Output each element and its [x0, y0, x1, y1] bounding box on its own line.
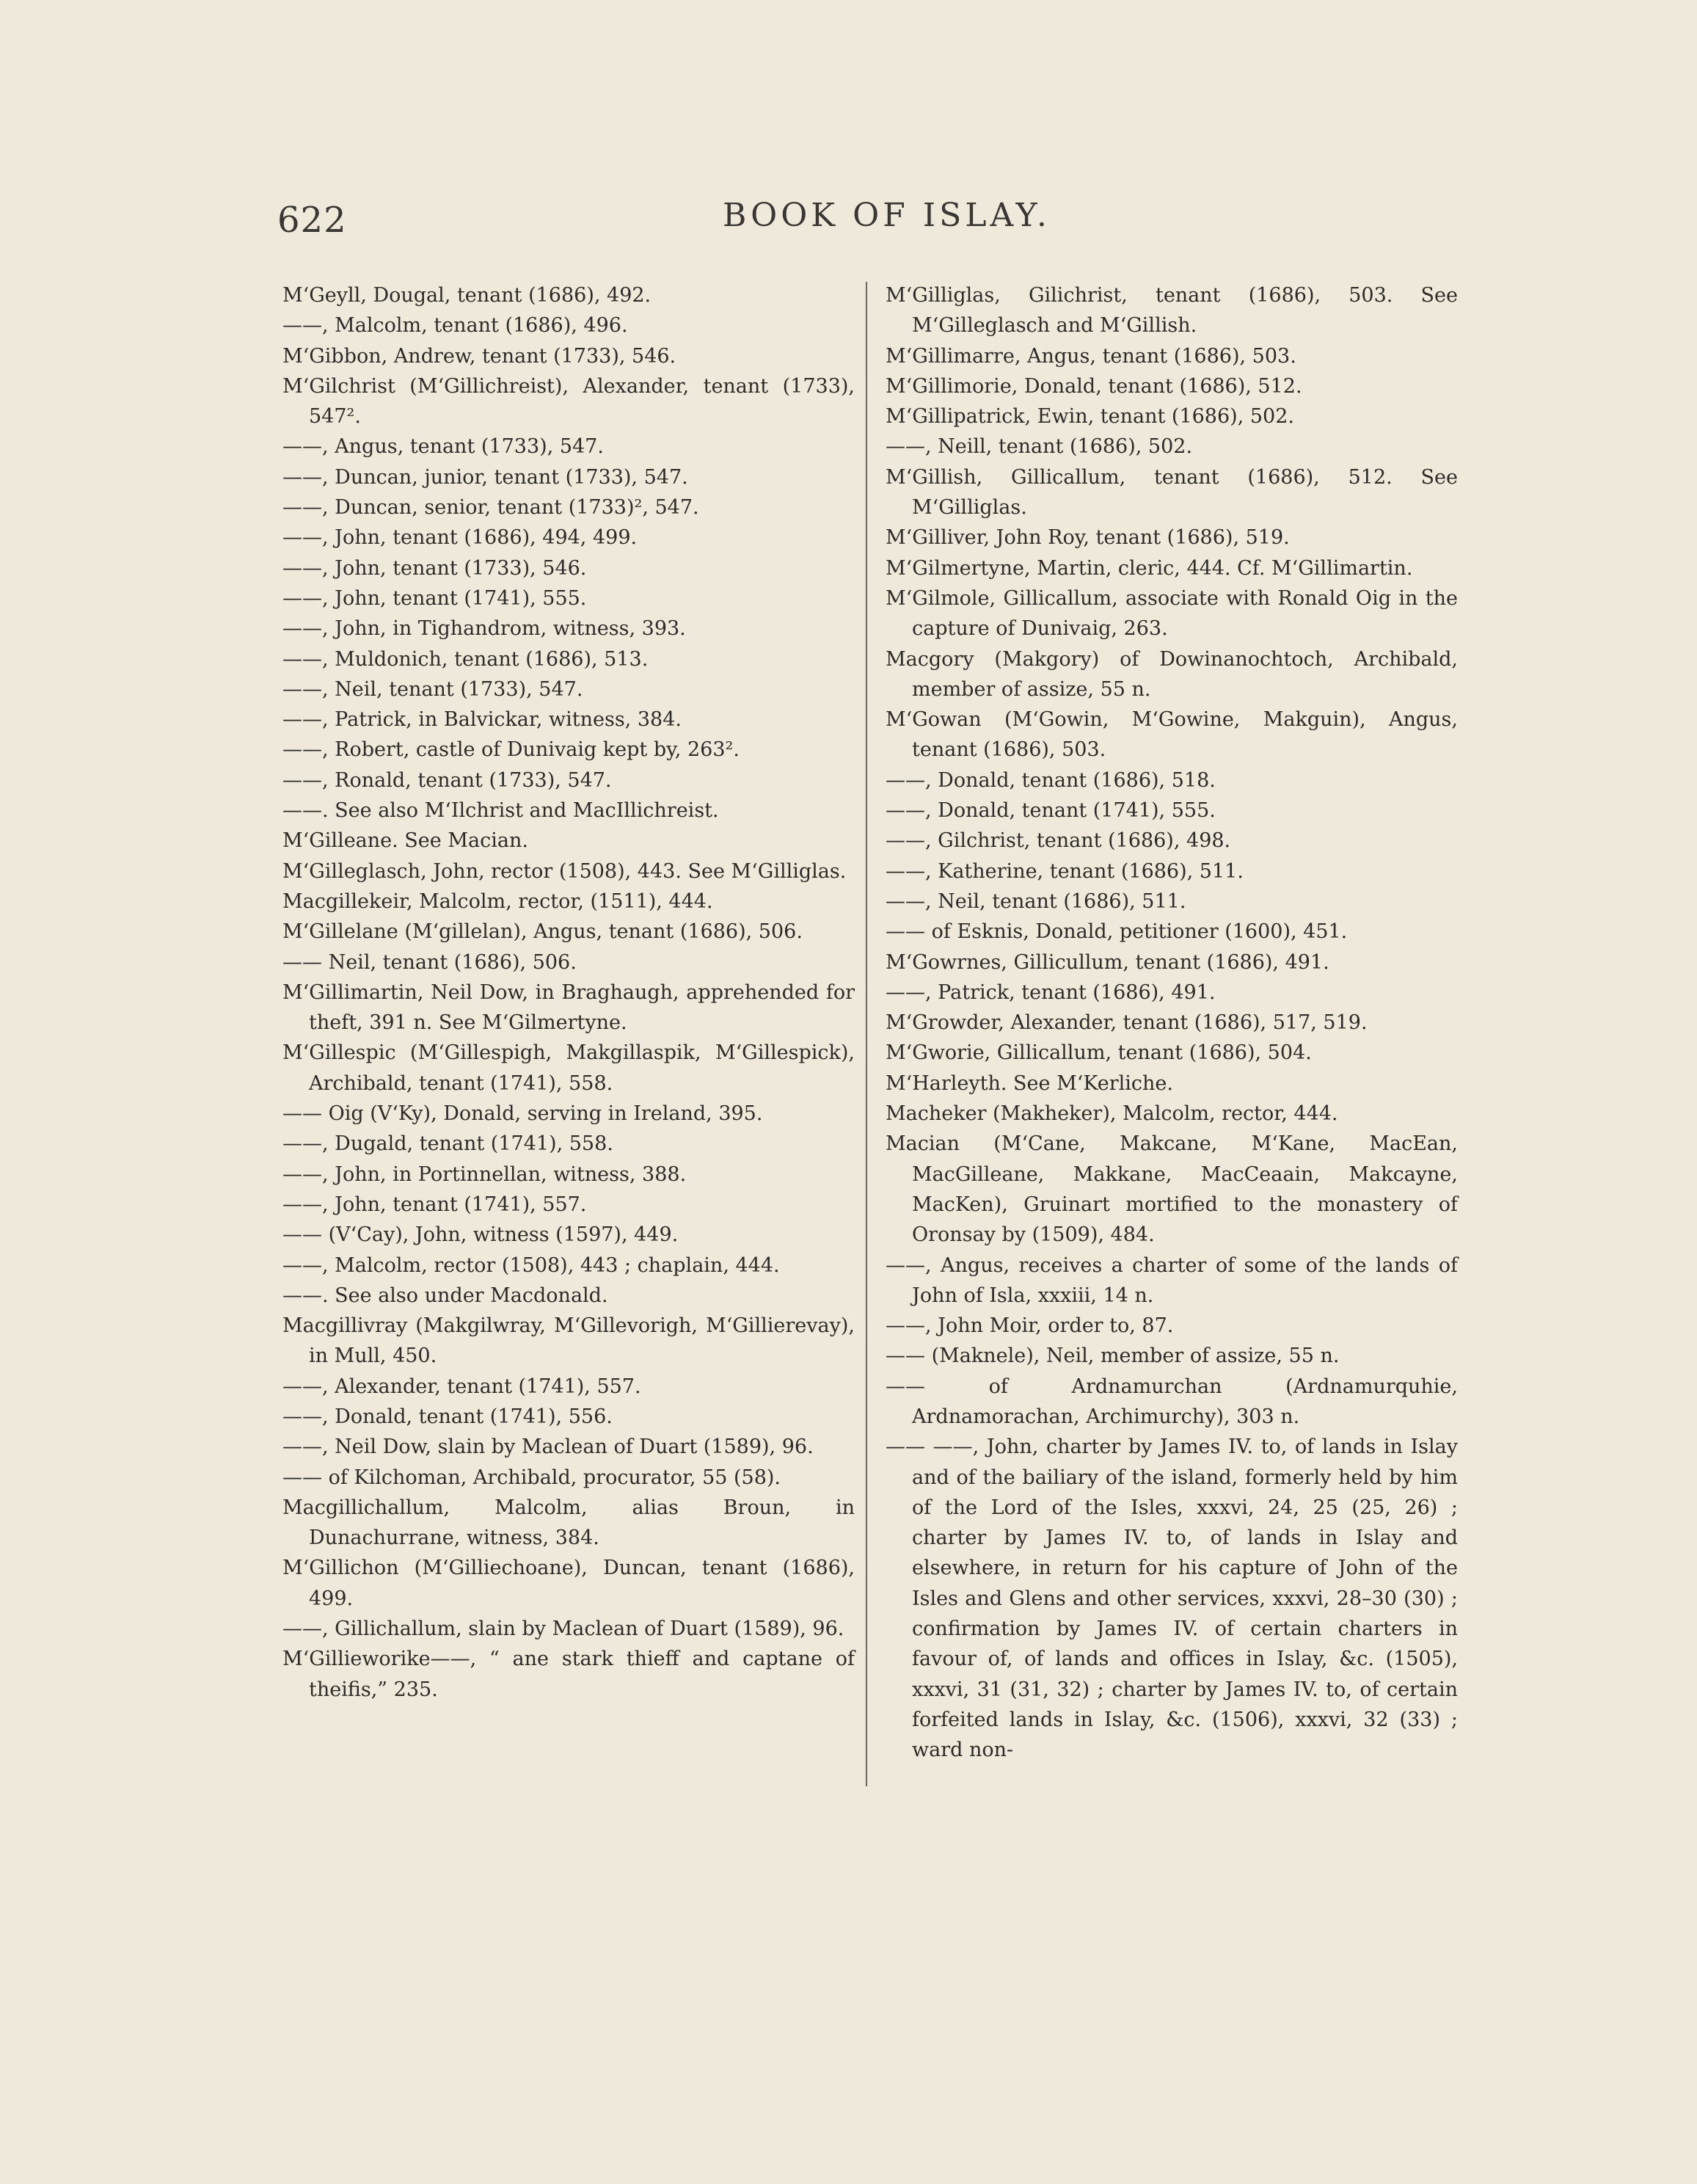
- index-entry: ——, John, tenant (1686), 494, 499.: [282, 526, 638, 550]
- index-entry: ——, John Moir, order to, 87.: [886, 1314, 1174, 1338]
- index-entry: M‘Gillish, Gillicallum, tenant (1686), 512. See M‘Gilliglas.: [886, 465, 1458, 520]
- index-entry: —— ——, John, charter by James IV. to, of lands in Islay and of the bailiary of the island, formerly held by him of the Lord of the Isles, xxxvi, 24, 25 (25, 26) ; charter by James IV. to, of lands in Islay and elsewhere, in return for his capture of John of the Isles and Glens and other services, xxxvi, 28–30 (30) ; confirmation by James IV. of certain charters in favour of, of lands and offices in Islay, &c. (1505), xxxvi, 31 (31, 32) ; charter by James IV. to, of certain forfeited lands in Islay, &c. (1506), xxxvi, 32 (33) ; ward non-: [886, 1435, 1458, 1762]
- index-entry: ——, Neill, tenant (1686), 502.: [886, 435, 1193, 459]
- index-entry: ——, Muldonich, tenant (1686), 513.: [282, 647, 649, 671]
- index-entry: ——, Alexander, tenant (1741), 557.: [282, 1375, 641, 1398]
- index-entry: M‘Gilmertyne, Martin, cleric, 444. Cf. M‘Gillimartin.: [886, 556, 1413, 580]
- index-entry: ——, Patrick, tenant (1686), 491.: [886, 980, 1216, 1004]
- index-entry: M‘Gilliglas, Gilichrist, tenant (1686), 503. See M‘Gilleglasch and M‘Gillish.: [886, 284, 1458, 338]
- index-entry: ——, Robert, castle of Dunivaig kept by, 263².: [282, 738, 740, 762]
- index-entry: M‘Gilleane. See Macian.: [282, 829, 528, 853]
- index-entry: Macian (M‘Cane, Makcane, M‘Kane, MacEan, MacGilleane, Makkane, MacCeaain, Makcayne, MacKen), Gruinart mortified to the monastery of Oronsay by (1509), 484.: [886, 1132, 1458, 1247]
- index-entry: M‘Gibbon, Andrew, tenant (1733), 546.: [282, 344, 676, 368]
- index-entry: ——, Patrick, in Balvickar, witness, 384.: [282, 708, 682, 732]
- index-entry: ——, John, tenant (1741), 555.: [282, 586, 587, 610]
- index-entry: M‘Gillieworike——, “ ane stark thieff and captane of theifis,” 235.: [282, 1648, 855, 1701]
- index-entry: ——. See also M‘Ilchrist and MacIllichreist.: [282, 799, 719, 823]
- index-entry: Macgory (Makgory) of Dowinanochtoch, Archibald, member of assize, 55 n.: [886, 647, 1458, 701]
- index-entry: ——, John, in Portinnellan, witness, 388.: [282, 1162, 687, 1186]
- index-entry: ——, Neil, tenant (1686), 511.: [886, 889, 1186, 913]
- index-entry: —— (V‘Cay), John, witness (1597), 449.: [282, 1223, 679, 1247]
- index-entry: M‘Gillespic (M‘Gillespigh, Makgillaspik, M‘Gillespick), Archibald, tenant (1741), 558.: [282, 1041, 855, 1095]
- index-entry: M‘Gowrnes, Gillicullum, tenant (1686), 491.: [886, 950, 1329, 974]
- index-entry: M‘Gilliver, John Roy, tenant (1686), 519.: [886, 526, 1290, 550]
- index-entry: M‘Geyll, Dougal, tenant (1686), 492.: [282, 284, 652, 307]
- index-entry: M‘Gillipatrick, Ewin, tenant (1686), 502.: [886, 405, 1294, 429]
- index-entry: Macgillichallum, Malcolm, alias Broun, in Dunachurrane, witness, 384.: [282, 1496, 855, 1550]
- index-entry: —— of Kilchoman, Archibald, procurator, 55 (58).: [282, 1466, 781, 1489]
- index-entry: ——, Donald, tenant (1686), 518.: [886, 768, 1216, 792]
- index-entry: M‘Gworie, Gillicallum, tenant (1686), 504.: [886, 1041, 1312, 1065]
- index-entry: ——, Malcolm, rector (1508), 443 ; chaplain, 444.: [282, 1253, 780, 1277]
- index-entry: ——, Neil Dow, slain by Maclean of Duart (1589), 96.: [282, 1435, 814, 1459]
- index-entry: ——, Neil, tenant (1733), 547.: [282, 677, 583, 701]
- page-number: 622: [277, 200, 347, 241]
- index-entry: M‘Gillimartin, Neil Dow, in Braghaugh, apprehended for theft, 391 n. See M‘Gilmertyne.: [282, 980, 855, 1035]
- column-divider: [866, 282, 867, 1786]
- index-entry: ——, Duncan, senior, tenant (1733)², 547.: [282, 496, 699, 520]
- index-entry: M‘Harleyth. See M‘Kerliche.: [886, 1071, 1173, 1095]
- index-entry: M‘Gillichon (M‘Gilliechoane), Duncan, tenant (1686), 499.: [282, 1557, 855, 1610]
- index-entry: ——, Katherine, tenant (1686), 511.: [886, 859, 1244, 883]
- index-entry: ——, Angus, tenant (1733), 547.: [282, 435, 604, 459]
- index-entry: M‘Gowan (M‘Gowin, M‘Gowine, Makguin), Angus, tenant (1686), 503.: [886, 708, 1458, 762]
- index-entry: M‘Gillimarre, Angus, tenant (1686), 503.: [886, 344, 1296, 368]
- index-column-left: [282, 280, 855, 1705]
- index-entry: ——. See also under Macdonald.: [282, 1284, 608, 1307]
- index-entry: —— Oig (V‘Ky), Donald, serving in Ireland, 395.: [282, 1102, 763, 1126]
- index-entry: —— Neil, tenant (1686), 506.: [282, 950, 577, 974]
- index-entry: —— of Ardnamurchan (Ardnamurquhie, Ardnamorachan, Archimurchy), 303 n.: [886, 1375, 1458, 1428]
- index-entry: ——, Gilchrist, tenant (1686), 498.: [886, 829, 1231, 853]
- index-entry: M‘Gilmole, Gillicallum, associate with Ronald Oig in the capture of Dunivaig, 263.: [886, 586, 1458, 641]
- index-entry: Macgillekeir, Malcolm, rector, (1511), 444.: [282, 889, 713, 913]
- index-entry: ——, John, in Tighandrom, witness, 393.: [282, 617, 686, 641]
- index-entry: M‘Gilleglasch, John, rector (1508), 443. See M‘Gilliglas.: [282, 859, 847, 883]
- index-entry: ——, Donald, tenant (1741), 556.: [282, 1405, 613, 1428]
- running-title: BOOK OF ISLAY.: [723, 197, 1051, 234]
- index-entry: M‘Gilchrist (M‘Gillichreist), Alexander, tenant (1733), 547².: [282, 374, 855, 429]
- index-entry: ——, John, tenant (1741), 557.: [282, 1193, 587, 1216]
- index-entry: M‘Growder, Alexander, tenant (1686), 517, 519.: [886, 1011, 1368, 1035]
- index-entry: M‘Gillimorie, Donald, tenant (1686), 512.: [886, 374, 1302, 398]
- index-entry: ——, Ronald, tenant (1733), 547.: [282, 768, 612, 792]
- index-entry: —— of Esknis, Donald, petitioner (1600), 451.: [886, 920, 1348, 944]
- index-entry: —— (Maknele), Neil, member of assize, 55 n.: [886, 1344, 1340, 1368]
- index-entry: Macgillivray (Makgilwray, M‘Gillevorigh, M‘Gillierevay), in Mull, 450.: [282, 1314, 855, 1368]
- index-entry: ——, Dugald, tenant (1741), 558.: [282, 1132, 613, 1156]
- index-entry: ——, Donald, tenant (1741), 555.: [886, 799, 1216, 823]
- index-column-right: [886, 280, 1458, 1766]
- index-entry: ——, Malcolm, tenant (1686), 496.: [282, 314, 628, 338]
- index-entry: Macheker (Makheker), Malcolm, rector, 444.: [886, 1102, 1338, 1126]
- index-entry: ——, Angus, receives a charter of some of the lands of John of Isla, xxxiii, 14 n.: [886, 1253, 1458, 1307]
- index-entry: ——, John, tenant (1733), 546.: [282, 556, 587, 580]
- index-entry: M‘Gillelane (M‘gillelan), Angus, tenant (1686), 506.: [282, 920, 803, 944]
- index-entry: ——, Gillichallum, slain by Maclean of Duart (1589), 96.: [282, 1617, 844, 1641]
- index-entry: ——, Duncan, junior, tenant (1733), 547.: [282, 465, 688, 489]
